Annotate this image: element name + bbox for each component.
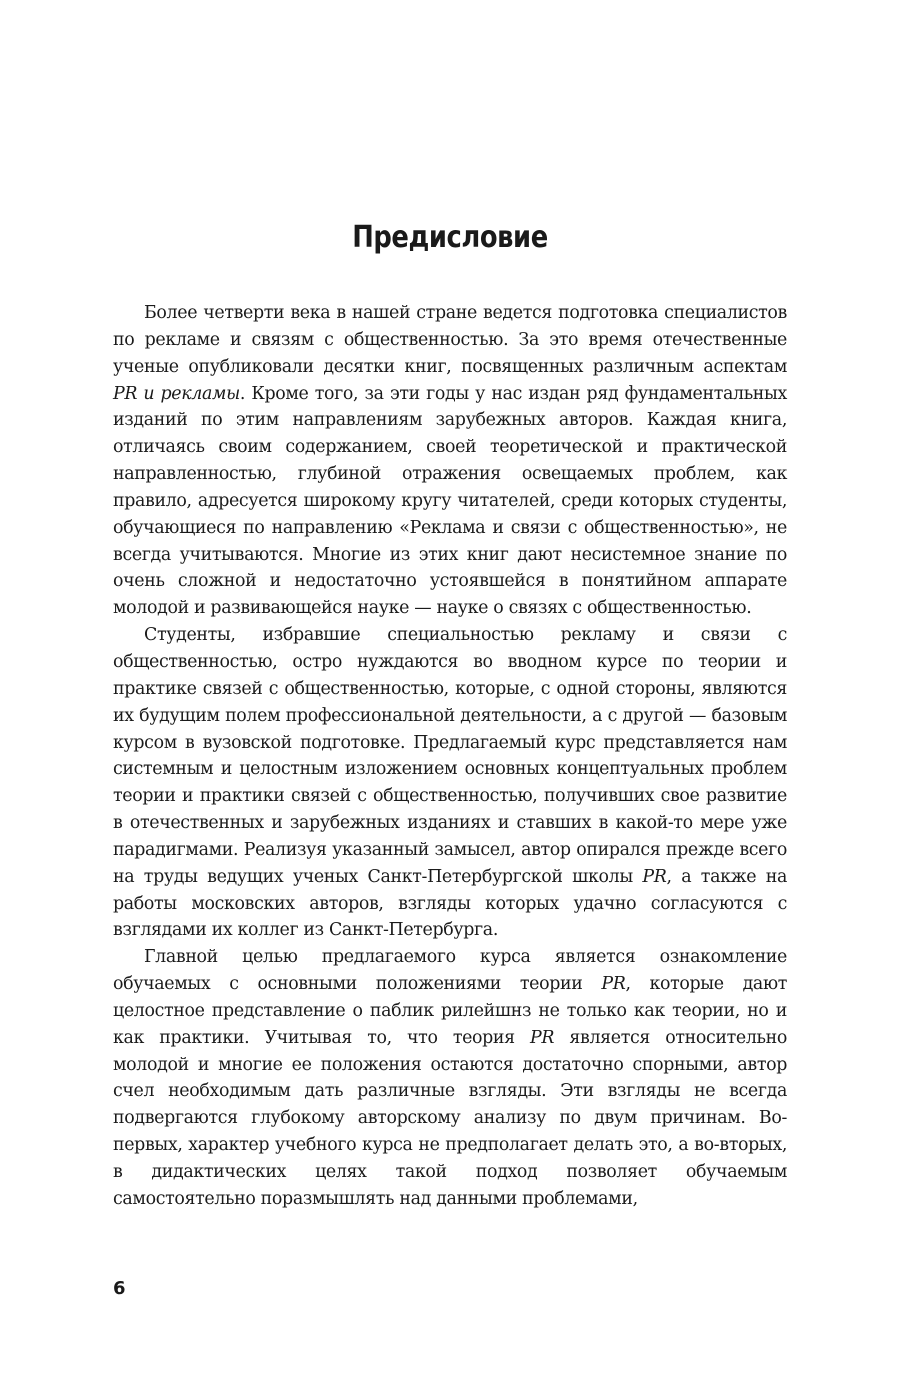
paragraph-2	[113, 622, 787, 944]
paragraph-3	[113, 944, 787, 1212]
paragraph-3-text-1: Главной целью предлагаемого курса является ознакомление обучаемых с основными положениями теории	[113, 947, 787, 995]
page-title: Предисловие	[352, 220, 548, 255]
paragraph-1	[113, 300, 787, 622]
paragraph-2-text-1: Студенты, избравшие специальностью рекламу и связи с общественностью, остро нуждаются во вводном курсе по теории и практике связей с общественностью, которые, с одной стороны, являются их будущим полем профессиональной деятельности, а с другой — базовым курсом в вузовской подготовке. Предлагаемый курс представляется нам системным и целостным изложением основных концептуальных проблем теории и практики связей с общественностью, получивших свое развитие в отечественных и зарубежных изданиях и ставших в какой-то мере уже парадигмами. Реализуя указанный замысел, автор опирался прежде всего на труды ведущих ученых Санкт-Петербургской школы	[113, 625, 787, 887]
paragraph-1-italic-term: PR и рекламы	[113, 383, 240, 404]
preface-body	[113, 300, 787, 1213]
page-number: 6	[113, 1278, 126, 1299]
paragraph-2-italic-term: PR	[642, 866, 667, 887]
paragraph-1-text-2: . Кроме того, за эти годы у нас издан ряд фундаментальных изданий по этим направлениям зарубежных авторов. Каждая книга, отличаясь своим содержанием, своей теоретической и практической направленностью, глубиной отражения освещаемых проблем, как правило, адресуется широкому кругу читателей, среди которых студенты, обучающиеся по направлению «Реклама и связи с общественностью», не всегда учитываются. Многие из этих книг дают несистемное знание по очень сложной и недостаточно устоявшейся в понятийном аппарате молодой и развивающейся науке — науке о связях с общественностью.	[113, 383, 787, 619]
paragraph-2-text-2: , а также на работы московских авторов, взгляды которых удачно согласуются с взглядами их коллег из Санкт-Петербурга.	[113, 866, 787, 941]
paragraph-3-text-3: является относительно молодой и многие ее положения остаются достаточно спорными, автор счел необходимым дать различные взгляды. Эти взгляды не всегда подвергаются глубокому авторскому анализу по двум причинам. Во-первых, характер учебного курса не предполагает делать это, а во-вторых, в дидактических целях такой подход позволяет обучаемым самостоятельно поразмышлять над данными проблемами,	[113, 1027, 787, 1209]
paragraph-3-italic-term-1: PR	[601, 974, 626, 995]
paragraph-1-text-1: Более четверти века в нашей стране ведется подготовка специалистов по рекламе и связям с общественностью. За это время отечественные ученые опубликовали десятки книг, посвященных различным аспектам	[113, 303, 787, 377]
paragraph-3-text-2: , которые дают целостное представление о паблик рилейшнз не только как теории, но и как практики. Учитывая то, что теория	[113, 974, 788, 1048]
paragraph-3-italic-term-2: PR	[530, 1027, 555, 1048]
